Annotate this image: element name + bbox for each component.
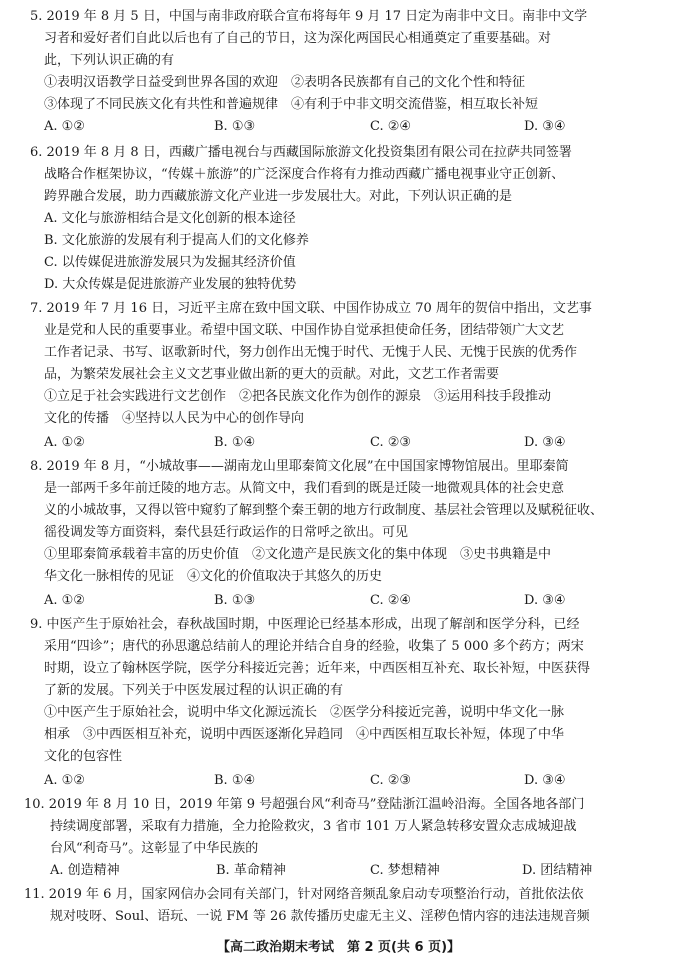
option-a: A. ①② bbox=[44, 119, 85, 134]
option-a: A. 创造精神 bbox=[50, 863, 120, 878]
question-11-stem-line: 11. 2019 年 6 月，国家网信办会同有关部门，针对网络音频乱象启动专项整治行动，首批依法依 bbox=[24, 887, 584, 902]
option-b: B. ①④ bbox=[214, 435, 256, 450]
option-a: A. ①② bbox=[44, 773, 85, 788]
question-6-stem-line: 跨界融合发展，助力西藏旅游文化产业进一步发展壮大。对此，下列认识正确的是 bbox=[44, 189, 513, 204]
question-7-stem-line: 7. 2019 年 7 月 16 日，习近平主席在致中国文联、中国作协成立 70 周年的贺信中指出，文艺事 bbox=[30, 301, 592, 316]
question-8-stem-line: 徭役调发等方面资料，秦代县廷行政运作的日常呼之欲出。可见 bbox=[44, 525, 409, 540]
question-8-statement-line: 华文化一脉相传的见证 ④文化的价值取决于其悠久的历史 bbox=[44, 569, 383, 584]
option-b: B. ①③ bbox=[214, 119, 256, 134]
question-6-stem-line: 战略合作框架协议，“传媒＋旅游”的广泛深度合作将有力推动西藏广播电视事业守正创新、 bbox=[44, 167, 565, 182]
option-d: D. 团结精神 bbox=[522, 863, 593, 878]
option-b: B. 文化旅游的发展有利于提高人们的文化修养 bbox=[44, 233, 309, 248]
option-b: B. ①③ bbox=[214, 593, 256, 608]
question-11-stem-line: 规对吱呀、Soul、语玩、一说 FM 等 26 款传播历史虚无主义、淫秽色情内容的违法违规音频 bbox=[50, 909, 590, 924]
option-d: D. ③④ bbox=[524, 593, 566, 608]
option-a: A. 文化与旅游相结合是文化创新的根本途径 bbox=[44, 211, 296, 226]
question-8-stem-line: 8. 2019 年 8 月，“小城故事——湖南龙山里耶秦简文化展”在中国国家博物馆展出。里耶秦简 bbox=[30, 459, 569, 474]
question-9-statement-line: 文化的包容性 bbox=[44, 749, 123, 764]
option-b: B. ①④ bbox=[214, 773, 256, 788]
option-c: C. ②③ bbox=[370, 435, 412, 450]
question-8-stem-line: 义的小城故事，又得以管中窥豹了解到整个秦王朝的地方行政制度、基层社会管理以及赋税征收、 bbox=[44, 503, 604, 518]
option-c: C. 梦想精神 bbox=[370, 863, 440, 878]
question-7-stem-line: 业是党和人民的重要事业。希望中国文联、中国作协自觉承担使命任务，团结带领广大文艺 bbox=[44, 323, 565, 338]
question-5-statement-line: ①表明汉语教学日益受到世界各国的欢迎 ②表明各民族都有自己的文化个性和特征 bbox=[44, 75, 526, 90]
option-c: C. 以传媒促进旅游发展只为发掘其经济价值 bbox=[44, 255, 296, 270]
option-a: A. ①② bbox=[44, 593, 85, 608]
question-5-stem-line: 5. 2019 年 8 月 5 日，中国与南非政府联合宣布将每年 9 月 17 日定为南非中文日。南非中文学 bbox=[30, 9, 588, 24]
question-7-statement-line: 文化的传播 ④坚持以人民为中心的创作导向 bbox=[44, 411, 305, 426]
question-9-statement-line: ①中医产生于原始社会，说明中华文化源远流长 ②医学分科接近完善，说明中华文化一脉 bbox=[44, 705, 565, 720]
question-6-stem-line: 6. 2019 年 8 月 8 日，西藏广播电视台与西藏国际旅游文化投资集团有限公司在拉萨共同签署 bbox=[30, 145, 572, 160]
option-b: B. 革命精神 bbox=[216, 863, 286, 878]
question-10-stem-line: 10. 2019 年 8 月 10 日，2019 年第 9 号超强台风“利奇马”登陆浙江温岭沿海。全国各地各部门 bbox=[24, 797, 585, 812]
option-a: A. ①② bbox=[44, 435, 85, 450]
option-c: C. ②④ bbox=[370, 119, 412, 134]
question-10-stem-line: 台风“利奇马”。这彰显了中华民族的 bbox=[50, 841, 259, 856]
option-c: C. ②④ bbox=[370, 593, 412, 608]
question-9-statement-line: 相承 ③中西医相互补充，说明中西医逐渐化异趋同 ④中西医相互取长补短，体现了中华 bbox=[44, 727, 565, 742]
option-d: D. ③④ bbox=[524, 773, 566, 788]
question-8-statement-line: ①里耶秦简承载着丰富的历史价值 ②文化遗产是民族文化的集中体现 ③史书典籍是中 bbox=[44, 547, 552, 562]
question-5-statement-line: ③体现了不同民族文化有共性和普遍规律 ④有利于中非文明交流借鉴，相互取长补短 bbox=[44, 97, 539, 112]
question-7-statement-line: ①立足于社会实践进行文艺创作 ②把各民族文化作为创作的源泉 ③运用科技手段推动 bbox=[44, 389, 552, 404]
question-9-stem-line: 采用“四诊”；唐代的孙思邈总结前人的理论并结合自身的经验，收集了 5 000 多个药方；两宋 bbox=[44, 639, 584, 654]
question-10-stem-line: 持续调度部署，采取有力措施，全力抢险救灾，3 省市 101 万人紧急转移安置众志成城迎战 bbox=[50, 819, 577, 834]
page-footer: 【高二政治期末考试 第 2 页(共 6 页)】 bbox=[216, 940, 461, 955]
question-7-stem-line: 品，为繁荣发展社会主义文艺事业做出新的更大的贡献。对此，文艺工作者需要 bbox=[44, 367, 500, 382]
question-9-stem-line: 了新的发展。下列关于中医发展过程的认识正确的有 bbox=[44, 683, 344, 698]
option-d: D. 大众传媒是促进旅游产业发展的独特优势 bbox=[44, 277, 297, 292]
question-9-stem-line: 9. 中医产生于原始社会，春秋战国时期，中医理论已经基本形成，出现了解剖和医学分科，已经 bbox=[30, 617, 580, 632]
question-5-stem-line: 习者和爱好者们自此以后也有了自己的节日，这为深化两国民心相通奠定了重要基础。对 bbox=[44, 31, 552, 46]
question-9-stem-line: 时期，设立了翰林医学院，医学分科接近完善；近年来，中西医相互补充、取长补短，中医获得 bbox=[44, 661, 591, 676]
question-8-stem-line: 是一部两千多年前迁陵的地方志。从简文中，我们看到的既是迁陵一地微观具体的社会史意 bbox=[44, 481, 565, 496]
question-7-stem-line: 工作者记录、书写、讴歌新时代，努力创作出无愧于时代、无愧于人民、无愧于民族的优秀作 bbox=[44, 345, 578, 360]
option-c: C. ②③ bbox=[370, 773, 412, 788]
question-5-stem-line: 此，下列认识正确的有 bbox=[44, 53, 175, 68]
option-d: D. ③④ bbox=[524, 119, 566, 134]
option-d: D. ③④ bbox=[524, 435, 566, 450]
